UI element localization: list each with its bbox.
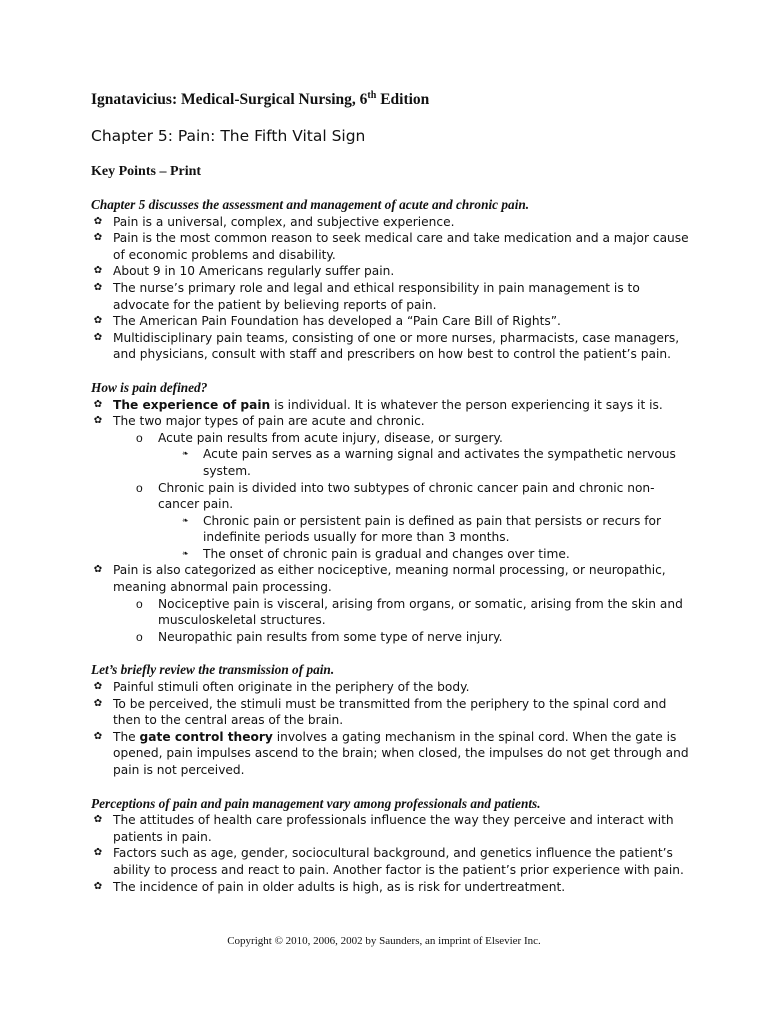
sub-list-item: o Nociceptive pain is visceral, arising from organs, or somatic, arising from the skin and musculoskeletal structures. xyxy=(136,596,683,628)
flower-bullet-icon: ✿ xyxy=(93,331,103,343)
section-transmission xyxy=(91,662,691,778)
list-item: ✿ The two major types of pain are acute and chronic. xyxy=(91,413,691,430)
circle-bullet-icon: o xyxy=(136,430,143,445)
flower-bullet-icon: ✿ xyxy=(93,415,103,427)
bullet-list xyxy=(91,679,691,779)
flower-bullet-icon: ✿ xyxy=(93,564,103,576)
circle-bullet-icon: o xyxy=(136,596,143,611)
sub-sub-list-item: ❧ Acute pain serves as a warning signal and activates the sympathetic nervous system. xyxy=(182,447,676,478)
flower-bullet-icon: ✿ xyxy=(93,265,103,277)
flower-bullet-icon: ✿ xyxy=(93,315,103,327)
section-heading: Perceptions of pain and pain management vary among professionals and patients. xyxy=(91,795,541,811)
circle-bullet-icon: o xyxy=(136,480,143,495)
bullet-list xyxy=(91,812,691,895)
list-item: ✿ The gate control theory involves a gating mechanism in the spinal cord. When the gate is opened, pain impulses ascend to the brain; when closed, the impulses do not get through and pain is not perceived. xyxy=(91,729,691,779)
copyright-footer: Copyright © 2010, 2006, 2002 by Saunders, an imprint of Elsevier Inc. xyxy=(227,935,541,947)
ornament-bullet-icon: ❧ xyxy=(182,515,189,525)
list-item: ✿ The attitudes of health care professionals influence the way they perceive and interact with patients in pain. xyxy=(91,812,691,845)
section-overview xyxy=(91,197,691,363)
section-heading: How is pain defined? xyxy=(91,379,208,395)
list-item: ✿ Pain is a universal, complex, and subjective experience. xyxy=(91,214,691,231)
flower-bullet-icon: ✿ xyxy=(93,398,103,410)
flower-bullet-icon: ✿ xyxy=(93,847,103,859)
list-item: ✿ The incidence of pain in older adults is high, as is risk for undertreatment. xyxy=(91,879,691,896)
bold-term: The experience of pain xyxy=(113,397,271,412)
bold-term: gate control theory xyxy=(139,729,273,744)
circle-bullet-icon: o xyxy=(136,629,143,644)
book-title-edition: Edition xyxy=(376,91,430,108)
sub-list-item: o Neuropathic pain results from some type of nerve injury. xyxy=(136,629,503,644)
flower-bullet-icon: ✿ xyxy=(93,232,103,244)
section-heading: Chapter 5 discusses the assessment and management of acute and chronic pain. xyxy=(91,197,530,212)
flower-bullet-icon: ✿ xyxy=(93,681,103,693)
document-body xyxy=(91,197,691,895)
list-item: ✿ To be perceived, the stimuli must be transmitted from the periphery to the spinal cord and then to the central areas of the brain. xyxy=(91,696,691,729)
flower-bullet-icon: ✿ xyxy=(93,697,103,709)
sub-list-item: o Acute pain results from acute injury, disease, or surgery. xyxy=(136,430,503,445)
sub-list-item: o Chronic pain is divided into two subtypes of chronic cancer pain and chronic non-cancer pain. xyxy=(136,480,655,512)
section-heading: Let’s briefly review the transmission of pain. xyxy=(91,662,335,678)
book-title-superscript: th xyxy=(367,90,377,101)
ornament-bullet-icon: ❧ xyxy=(182,449,189,459)
flower-bullet-icon: ✿ xyxy=(93,215,103,227)
chapter-title: Chapter 5: Pain: The Fifth Vital Sign xyxy=(91,127,366,145)
list-item: ✿ Painful stimuli often originate in the periphery of the body. xyxy=(91,679,691,696)
sub-sub-list-item: ❧ The onset of chronic pain is gradual and changes over time. xyxy=(182,546,570,561)
book-title xyxy=(91,91,429,109)
sub-sub-list-item: ❧ Chronic pain or persistent pain is defined as pain that persists or recurs for indefinite periods usually for more than 3 months. xyxy=(182,513,662,545)
list-item: ✿ The experience of pain is individual. It is whatever the person experiencing it says it is. xyxy=(91,397,691,414)
section-pain-defined xyxy=(91,380,691,646)
list-item: ✿ Multidisciplinary pain teams, consisting of one or more nurses, pharmacists, case managers, and physicians, consult with staff and prescribers on how best to control the patient’s pain. xyxy=(91,330,691,363)
list-item: ✿ The nurse’s primary role and legal and ethical responsibility in pain management is to advocate for the patient by believing reports of pain. xyxy=(91,280,691,313)
list-item: ✿ The American Pain Foundation has developed a “Pain Care Bill of Rights”. xyxy=(91,313,691,330)
book-title-main: Ignatavicius: Medical-Surgical Nursing, 6 xyxy=(91,91,368,108)
bullet-list xyxy=(91,397,691,646)
bullet-list xyxy=(91,214,691,363)
key-points-heading: Key Points – Print xyxy=(91,164,202,179)
list-item: ✿ About 9 in 10 Americans regularly suffer pain. xyxy=(91,263,691,280)
flower-bullet-icon: ✿ xyxy=(93,880,103,892)
flower-bullet-icon: ✿ xyxy=(93,814,103,826)
ornament-bullet-icon: ❧ xyxy=(182,548,189,558)
flower-bullet-icon: ✿ xyxy=(93,730,103,742)
list-item: ✿ Factors such as age, gender, sociocultural background, and genetics influence the patient’s ability to process and react to pain. Another factor is the patient’s prior experience with pain. xyxy=(91,845,691,878)
list-item: ✿ Pain is also categorized as either nociceptive, meaning normal processing, or neuropathic, meaning abnormal pain processing. xyxy=(91,562,691,595)
flower-bullet-icon: ✿ xyxy=(93,281,103,293)
list-item: ✿ Pain is the most common reason to seek medical care and take medication and a major cause of economic problems and disability. xyxy=(91,230,691,263)
section-perceptions xyxy=(91,796,691,896)
